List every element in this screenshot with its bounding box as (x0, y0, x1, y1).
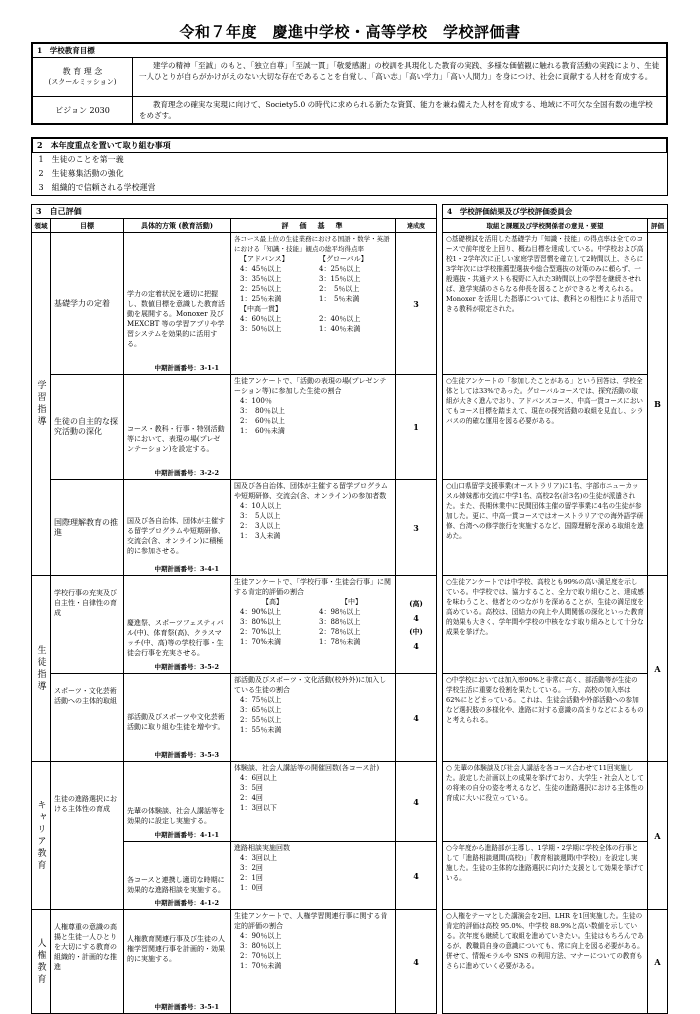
criteria-head: 生徒アンケートで、人権学習関連行事に関する肯定的評価の割合 (234, 912, 388, 930)
goal-career: 生徒の進路選択における主体性の育成 (51, 762, 124, 910)
criteria-line: 1：70％未満 (240, 962, 282, 970)
comment-block: ○中学校においては加入率90%と非常に高く、部活動等が生徒の学校生活に重要な役割を果たしている。一方、高校の加入率は62%にとどまっている。これは、生徒会活動や外部活動への参加など選択肢の多様化や、進路に対する意識の高まりなどによるものと考えられる。 (443, 674, 648, 762)
criteria-head: 部活動及びスポーツ・文化活動(校外外)に加入している生徒の割合 (234, 676, 387, 694)
criteria-human-rights (231, 910, 396, 1014)
goal-club: スポーツ・文化芸術活動への主体的取組 (51, 674, 124, 762)
criteria-col: 【高】 (262, 598, 283, 606)
criteria-line: 4：75％以上 (240, 696, 282, 704)
measure-international (124, 480, 231, 576)
criteria-head: 国及び各自治体、団体が主催する留学プログラムや短期研修、交流会(含、オンライン)の参加者数 (234, 482, 388, 500)
criteria-line: 1： 60％未満 (240, 427, 285, 435)
section4-header: 4 学校評価結果及び学校評価委員会 (443, 205, 668, 219)
degree-line: (高) (409, 598, 423, 608)
criteria-line: 1： 3人未満 (240, 532, 281, 540)
section-school-goals (31, 42, 668, 125)
col-degree: 達成度 (396, 219, 437, 233)
degree-inquiry: 1 (396, 375, 437, 480)
priority-item: 3 組織的で信頼される学校運営 (38, 183, 156, 192)
plan-number: 中期計画番号：3-5-2 (154, 663, 219, 671)
goal-inquiry: 生徒の自主的な探究活動の深化 (51, 375, 124, 480)
rating-human-rights: A (648, 910, 668, 1014)
philosophy-text: 建学の精神「至誠」のもと、「独立自尊」「至誠一貫」「敬愛感謝」の校訓を具現化した教育の実践、多様な価値観に触れる教育活動の実践により、生徒一人ひとりが自らがかけがえのない大切な存在であることを自覚し、「高い志」「高い学力」「高い人間力」を身につけ、社会に貢献する人材を育成する。 (133, 58, 667, 97)
criteria-col: 【アドバンス】 (240, 255, 289, 263)
measure-events (124, 576, 231, 674)
criteria-line: 3： 5人以上 (240, 512, 281, 520)
criteria-line: 1：40％未満 (319, 325, 361, 333)
criteria-line: 2：4回 (240, 794, 263, 802)
criteria-head: 生徒アンケートで、「活動の表現の場(プレゼンテーション等)に参加した生徒の割合 (234, 377, 387, 395)
comment-block: ○生徒アンケートの「参加したことがある」という回答は、学校全体としては33%であった。グローバルコースでは、探究活動の取組が大きく進んでおり、アドバンスコース、中高一貫コースにおいてもコース目標を踏まえて、現在の探究活動の取組を見直し、シラバスの的確な運用を図る必要がある。 (443, 375, 648, 480)
philosophy-label-text: 教 育 理 念 (62, 67, 103, 76)
criteria-head: 生徒アンケートで、「学校行事・生徒会行事」に関する肯定的評価の割合 (234, 578, 391, 596)
col-goal: 目標 (51, 219, 124, 233)
criteria-line: 1： 5％未満 (319, 295, 360, 303)
section1-header: 1 学校教育目標 (33, 44, 667, 58)
page-title: 令和７年度 慶進中学校・高等学校 学校評価書 (179, 23, 521, 41)
plan-number: 中期計画番号：4-1-2 (154, 899, 219, 907)
degree-events (396, 576, 437, 674)
measure-text: 慶進祭、スポーツフェスティバル(中)、体育祭(高)、クラスマッチ(中、高)等の学校行事・生徒会行事を充実させる。 (127, 619, 224, 657)
criteria-line: 1：3回以下 (240, 804, 277, 812)
degree-career-talks: 4 (396, 762, 437, 842)
criteria-line: 3：80%以上 (240, 618, 282, 626)
comment-block: ○山口県留学支援事業(オーストラリア)に1名、宇部市ニューカッスル姉妹都市交流に中学1名、高校2名(計3名)の生徒が派遣された。また、長期休業中に民間団体主催の留学事業に4名の生徒が参加した。更に、中高一貫コースではオーストラリアでの海外語学研修、台湾への修学旅行を実施するなど、国際理解を深める取組を進めた。 (443, 480, 648, 576)
criteria-inquiry (231, 375, 396, 480)
criteria-basic-skills (231, 233, 396, 375)
rating-student-guidance: A (648, 576, 668, 762)
measure-career-talks (124, 762, 231, 842)
comment-block: ○生徒アンケートでは中学校、高校とも99%の高い満足度を示している。中学校では、協力すること、全力で取り組むこと、達成感を味わうこと、他者とのつながりを深めることが、生徒の満足度を高めている。高校は、団結力の向上や人間関係の深化といった教育的効果も大きく、学年間や学校の中核をなす取り組みとして十分な成果を挙げた。 (443, 576, 648, 674)
degree-human-rights: 4 (396, 910, 437, 1014)
plan-number: 中期計画番号：3-5-1 (154, 1003, 219, 1011)
criteria-line: 3：80％以上 (240, 942, 282, 950)
criteria-line: 4：98％以上 (319, 608, 361, 616)
criteria-line: 4：90%以上 (240, 608, 282, 616)
measure-career-consult (124, 842, 231, 910)
degree-line: (中) (409, 626, 423, 636)
criteria-line: 2：1回 (240, 874, 263, 882)
criteria-line: 2：55％以上 (240, 716, 282, 724)
criteria-line: 2： 60％以上 (240, 417, 285, 425)
section-priorities (31, 137, 668, 196)
measure-inquiry (124, 375, 231, 480)
criteria-career-consult (231, 842, 396, 910)
criteria-line: 3：88％以上 (319, 618, 361, 626)
criteria-line: 3：65％以上 (240, 706, 282, 714)
criteria-line: 2：70％以上 (240, 952, 282, 960)
rating-learning: B (648, 233, 668, 576)
vision-label: ビジョン 2030 (33, 97, 133, 124)
criteria-col: 【中高一貫】 (240, 305, 282, 313)
criteria-head: 進路相談実施回数 (234, 844, 290, 852)
section3-header: 3 自己評価 (32, 205, 437, 219)
criteria-line: 3：35％以上 (240, 275, 282, 283)
criteria-line: 3： 80％以上 (240, 407, 285, 415)
vision-text: 教育理念の確実な実現に向けて、Society5.0 の時代に求められる新たな資質、能力を兼ね備えた人材を育成する、地域に不可欠な全国有数の進学校をめざす。 (133, 97, 667, 124)
criteria-line: 4：10人以上 (240, 502, 282, 510)
philosophy-sublabel: (スクールミッション) (48, 78, 117, 86)
criteria-line: 1：0回 (240, 884, 263, 892)
comment-block: ○ 先輩の体験談及び社会人講話を各コース合わせて11回実施した。設定した計画以上の成果を挙げており、大学生・社会人としての将来の自分の姿を考えるなど、生徒の進路選択における主体性の育成に大いに役立っている。 (443, 762, 648, 842)
plan-number: 中期計画番号：3-4-1 (154, 565, 219, 573)
degree-club: 4 (396, 674, 437, 762)
plan-number: 中期計画番号：3-2-2 (154, 469, 219, 477)
criteria-line: 2：25％以上 (240, 285, 282, 293)
criteria-line: 4：60％以上 (240, 315, 282, 323)
col-rating: 評価 (648, 219, 668, 233)
criteria-line: 4：25％以上 (319, 265, 361, 273)
col-criteria: 評 価 基 準 (231, 219, 396, 233)
degree-international: 3 (396, 480, 437, 576)
criteria-line: 4：45％以上 (240, 265, 282, 273)
criteria-line: 1：78％未満 (319, 638, 361, 646)
measure-basic-skills (124, 233, 231, 375)
degree-basic-skills: 3 (396, 233, 437, 375)
criteria-line: 1：55％未満 (240, 726, 282, 734)
measure-text: 学力の定着状況を適切に把握し、数値目標を意識した教育活動を展開する。Monoxer 及び MEXCBT 等の学習アプリや学習システムを効果的に活用する。 (127, 290, 225, 348)
priority-item: 1 生徒のことを第一義 (38, 155, 124, 164)
measure-text: 部活動及びスポーツや文化芸術活動に取り組む生徒を増やす。 (127, 713, 225, 731)
criteria-career-talks (231, 762, 396, 842)
criteria-line: 3：5回 (240, 784, 263, 792)
criteria-line: 2： 3人以上 (240, 522, 281, 530)
rating-career: A (648, 762, 668, 910)
criteria-line: 2：78％以上 (319, 628, 361, 636)
criteria-line: 2： 5％以上 (319, 285, 360, 293)
goal-international: 国際理解教育の推進 (51, 480, 124, 576)
goal-human-rights: 人権尊重の意識の高揚と生徒一人ひとりを大切にする教育の組織的・計画的な推進 (51, 910, 124, 1014)
measure-text: 人権教育関連行事及び生徒の人権学習関連行事を計画的・効果的に実施する。 (127, 935, 225, 963)
criteria-line: 4：3回以上 (240, 854, 277, 862)
criteria-line: 4：6回以上 (240, 774, 277, 782)
criteria-events (231, 576, 396, 674)
degree-line: 4 (413, 640, 419, 651)
section-evaluation-committee (442, 204, 668, 1014)
comment-block: ○基礎模試を活用した基礎学力「知識・技能」の得点率は全てのコースで前年度を上回り、概ね目標を達成している。中学校および高校1・2学年次に正しい家庭学習習慣を確立して2時間以上、さらに3学年次には学校推薦型選抜や総合型選抜の対策のみに頼らず、一般選抜・共通テストも視野に入れた3時間以上の学習を継続させれば、進学実績のさらなる伸長を図ることができると考えられる。Monoxer を活用した指導については、教科との相性により活用できる教科が限定された。 (443, 233, 648, 375)
criteria-col: 【グローバル】 (319, 255, 368, 263)
comment-block: ○今年度から進路部が主導し、1学期・2学期に学校全体の行事として「進路相談週間(高校)」「教育相談週間(中学校)」を設定し実施した。生徒の主体的な進路選択に向けた支援として効果を挙げている。 (443, 842, 648, 910)
area-career: キャリア教育 (32, 762, 51, 910)
measure-text: 先輩の体験談、社会人講話等を効果的に設定し実施する。 (127, 807, 225, 825)
goal-basic-skills: 基礎学力の定着 (51, 233, 124, 375)
criteria-head: 体験談、社会人講話等の開催回数(各コース計) (234, 764, 380, 772)
plan-number: 中期計画番号：3-5-3 (154, 751, 219, 759)
plan-number: 中期計画番号：3-1-1 (154, 364, 219, 372)
col-comment: 取組と課題及び学校関係者の意見・要望 (443, 219, 648, 233)
measure-human-rights (124, 910, 231, 1014)
criteria-line: 4：90％以上 (240, 932, 282, 940)
criteria-line: 3：15％以上 (319, 275, 361, 283)
measure-text: 国及び各自治体、団体が主催する留学プログラムや短期研修、交流会(含、オンライン)に積極的に参加させる。 (127, 517, 225, 555)
area-learning: 学習指導 (32, 233, 51, 576)
section-self-evaluation (31, 204, 436, 1014)
col-area: 領域 (32, 219, 51, 233)
criteria-line: 4：100％ (240, 397, 272, 405)
degree-line: 4 (413, 612, 419, 623)
section2-header: 2 本年度重点を置いて取り組む事項 (33, 139, 667, 153)
measure-text: 各コースと連携し適切な時期に効果的な進路相談を実施する。 (127, 876, 225, 894)
criteria-international (231, 480, 396, 576)
criteria-line: 3：2回 (240, 864, 263, 872)
criteria-line: 1：70%未満 (240, 638, 282, 646)
goal-events: 学校行事の充実及び自主性・自律性の育成 (51, 576, 124, 674)
criteria-line: 3：50％以上 (240, 325, 282, 333)
philosophy-label (33, 58, 133, 97)
criteria-line: 2：70%以上 (240, 628, 282, 636)
col-measure: 具体的方策 (教育活動) (124, 219, 231, 233)
criteria-line: 2：40％以上 (319, 315, 361, 323)
criteria-line: 1：25％未満 (240, 295, 282, 303)
area-student-guidance: 生徒指導 (32, 576, 51, 762)
criteria-club (231, 674, 396, 762)
plan-number: 中期計画番号：4-1-1 (154, 831, 219, 839)
area-human-rights: 人権教育 (32, 910, 51, 1014)
criteria-head: 各コース最上位の生徒業務における国語・数学・英語における「知識・技能」観点の総平均得点率 (234, 235, 390, 253)
comment-block: ○人権をテーマとした講演会を2回、LHR を1回実施した。生徒の肯定的評価は高校 95.0%、中学校 88.9%と高い数値を示している。次年度も継続して取組を進めていきたい。生徒はもちろんであるが、教職員自身の意識についても、常に向上を図る必要がある。併せて、情報モラルや SNS の利用方法、マナーについての教育もさらに進めていく必要がある。 (443, 910, 648, 1014)
degree-career-consult: 4 (396, 842, 437, 910)
criteria-col: 【中】 (341, 598, 362, 606)
measure-club (124, 674, 231, 762)
priority-item: 2 生徒募集活動の強化 (38, 169, 124, 178)
measure-text: コース・教科・行事・特別活動等において、表現の場(プレゼンテーション)を設定する。 (127, 425, 225, 453)
